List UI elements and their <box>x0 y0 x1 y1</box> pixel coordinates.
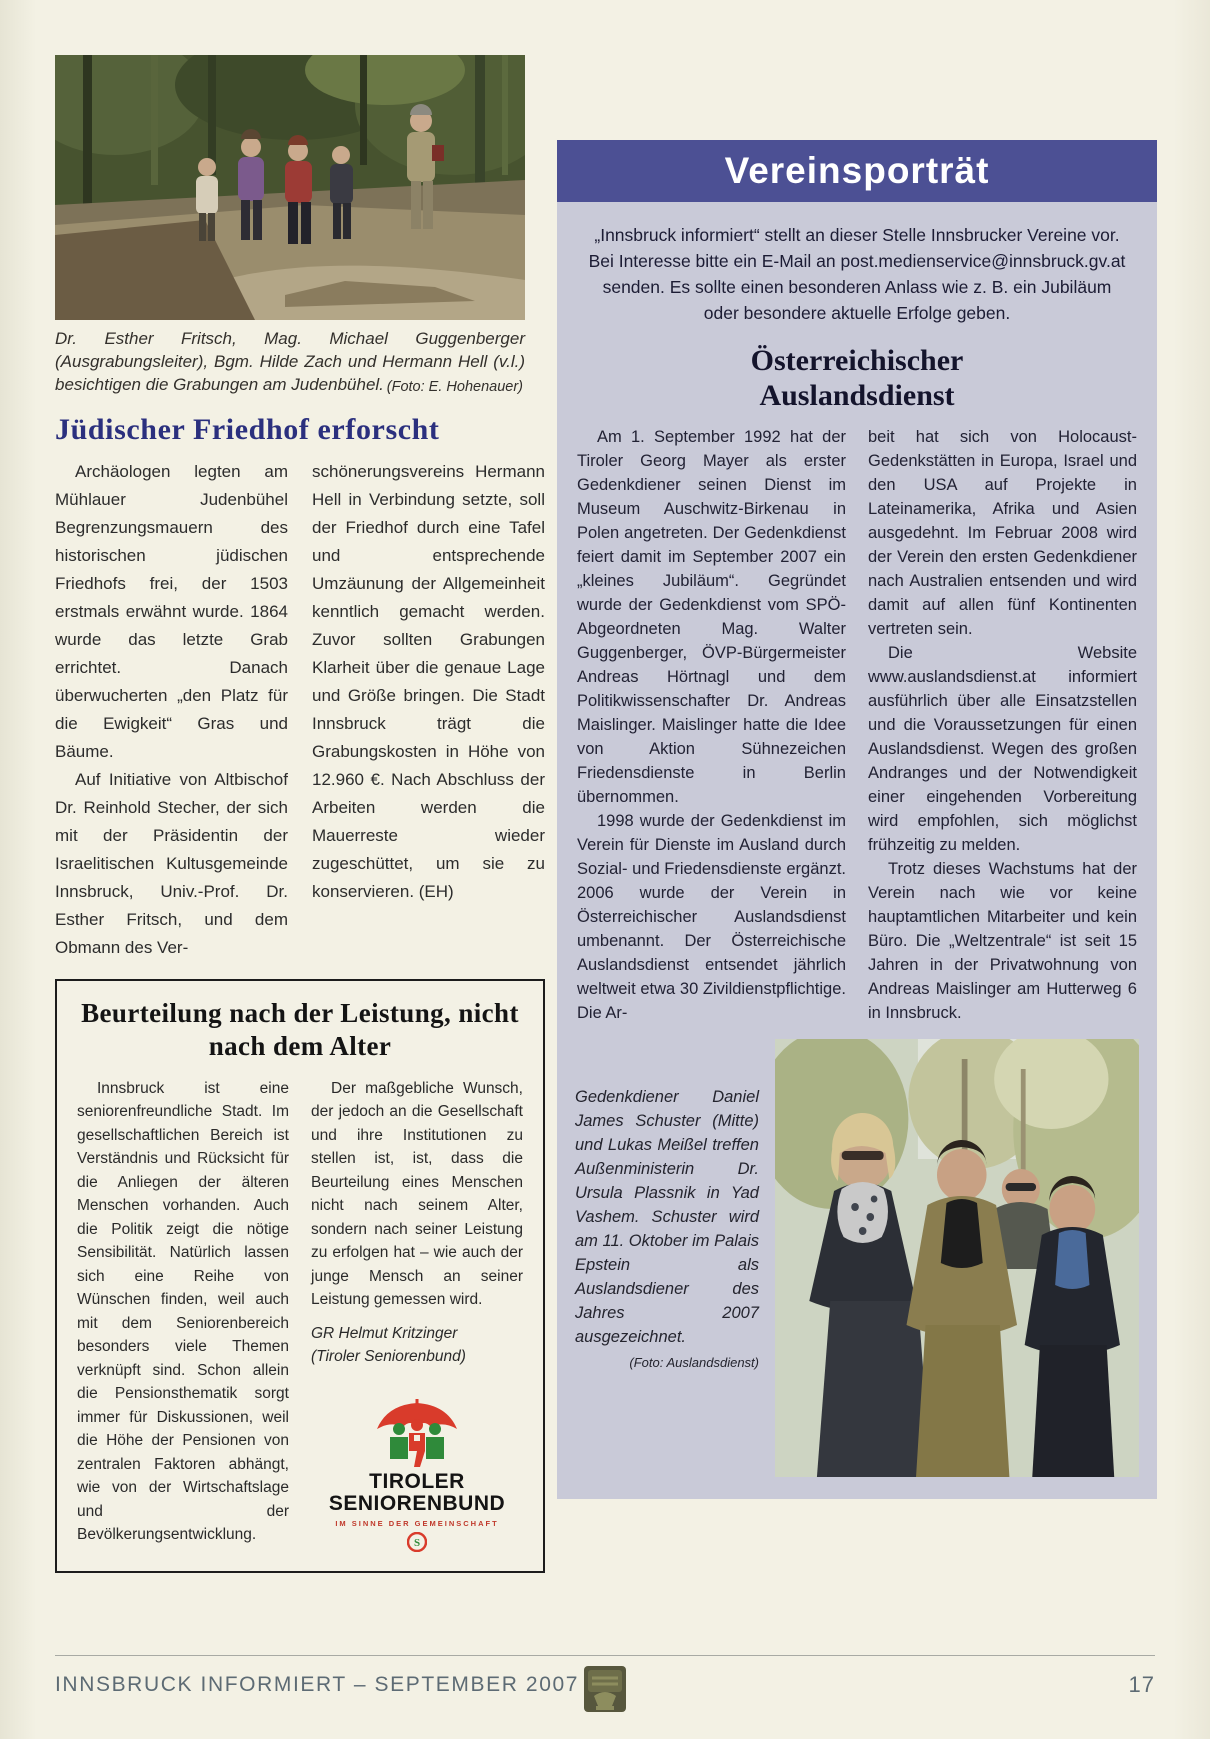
innsbruck-emblem-icon <box>582 1664 628 1719</box>
article-column-1 <box>55 458 288 962</box>
auslandsdienst-paragraph: Die Website www.auslandsdienst.at informiert ausführlich über alle Einsatzstellen und die Voraussetzungen für einen Auslandsdienst. Wegen des großen Andranges und der Notwendigkeit einer eingehenden Vorbereitung wird empfohlen, sich möglichst frühzeitig zu melden. <box>868 644 1137 854</box>
auslandsdienst-paragraph: 1998 wurde der Gedenkdienst im Verein für Dienste im Ausland durch Sozial- und Friedensdienste ergänzt. 2006 wurde der Verein in Österreichischer Auslandsdienst umbenannt. Der Österreichische Auslandsdienst entsendet jährlich weltweit etwa 30 Zivildienstpflichtige. Die Ar- <box>577 812 846 1022</box>
auslandsdienst-paragraph: Trotz dieses Wachstums hat der Verein nach wie vor keine hauptamtlichen Mitarbeiter und kein Büro. Die „Weltzentrale“ ist seit 15 Jahren in der Privatwohnung von Andreas Maislinger am Hutterweg 6 in Innsbruck. <box>868 860 1137 1022</box>
headline-line2: Auslandsdienst <box>759 378 955 412</box>
photo-caption: Dr. Esther Fritsch, Mag. Michael Guggenberger (Ausgrabungsleiter), Bgm. Hilde Zach und Hermann Hell (v.l.) besichtigen die Grabungen am Judenbühel. <box>55 329 525 394</box>
portrait-photo-credit: (Foto: Auslandsdienst) <box>629 1355 759 1370</box>
left-column <box>55 55 545 1573</box>
footer-journal-title: INNSBRUCK INFORMIERT – SEPTEMBER 2007 <box>55 1673 580 1696</box>
article-body <box>55 458 545 962</box>
article-paragraph: schönerungsvereins Hermann Hell in Verbindung setzte, soll der Friedhof durch eine Tafel und entsprechende Umzäunung der Allgemeinheit kenntlich gemacht werden. Zuvor sollten Grabungen Klarheit über die genaue Lage und Größe bringen. Die Stadt Innsbruck trägt die Grabungskosten in Höhe von 12.960 €. Nach Abschluss der Arbeiten werden die Mauerreste wieder zugeschüttet, um sie zu konservieren. (EH) <box>312 462 545 901</box>
box-headline: Beurteilung nach der Leistung, nicht nach dem Alter <box>81 998 519 1061</box>
excavation-photo <box>55 55 525 320</box>
box-column-1 <box>77 1077 289 1557</box>
article-column-2 <box>312 458 545 962</box>
page-footer <box>55 1655 1155 1698</box>
umbrella-figures-icon <box>369 1395 465 1469</box>
auslandsdienst-column-2 <box>868 425 1137 1025</box>
auslandsdienst-body <box>557 425 1157 1025</box>
yad-vashem-photo <box>775 1039 1139 1477</box>
box-body <box>77 1077 523 1557</box>
article-headline: Jüdischer Friedhof erforscht <box>55 413 440 446</box>
photo-caption-block <box>55 327 525 396</box>
box-attribution <box>311 1322 523 1369</box>
photo-credit: (Foto: E. Hohenauer) <box>386 379 523 395</box>
auslandsdienst-column-1 <box>577 425 846 1025</box>
portrait-photo-row <box>557 1025 1157 1477</box>
vereinsportraet-header-bar <box>557 140 1157 202</box>
yad-vashem-photo-image <box>775 1039 1139 1477</box>
seniorenbund-logo <box>311 1395 523 1557</box>
logo-text-line2: SENIORENBUND <box>328 1491 506 1515</box>
seniorenbund-box <box>55 979 545 1573</box>
box-paragraph: Der maßgebliche Wunsch, der jedoch an die Gesellschaft und ihre Institutionen zu stellen ist, ist, dass die Beurteilung eines Menschen nicht nach seinem Alter, sondern nach seiner Leistung zu erfolgen hat – wie auch der junge Mensch an seiner Leistung gemessen wird. <box>311 1079 523 1309</box>
page-number: 17 <box>1128 1672 1155 1697</box>
attribution-org: (Tiroler Seniorenbund) <box>311 1348 466 1366</box>
portrait-photo-caption: Gedenkdiener Daniel James Schuster (Mitte) und Lukas Meißel treffen Außenministerin Dr. Ursula Plassnik in Yad Vashem. Schuster wird am 11. Oktober im Palais Epstein als Auslandsdiener des Jahres 2007 ausgezeichnet. <box>575 1088 760 1346</box>
logo-seal-icon <box>311 1532 523 1557</box>
vereinsportraet-title: Vereinsporträt <box>724 150 990 191</box>
portrait-photo-caption-block <box>575 1039 759 1477</box>
headline-line1: Österreichischer <box>750 344 964 377</box>
article-paragraph: Auf Initiative von Altbischof Dr. Reinhold Stecher, der sich mit der Präsidentin der Israelitischen Kultusgemeinde Innsbruck, Univ.-Prof. Dr. Esther Fritsch, und dem Obmann des Ver- <box>55 770 288 957</box>
auslandsdienst-headline <box>557 344 1157 413</box>
box-column-2 <box>311 1077 523 1557</box>
vereinsportraet-intro: „Innsbruck informiert“ stellt an dieser Stelle Innsbrucker Vereine vor. Bei Interesse bitte ein E-Mail an post.medienservice@innsbruck.gv.at senden. Es sollte einen besonderen Anlass wie z. B. ein Jubiläum oder besondere aktuelle Erfolge geben. <box>588 225 1126 323</box>
logo-subtitle: IM SINNE DER GEMEINSCHAFT <box>335 1518 499 1528</box>
attribution-name: GR Helmut Kritzinger <box>311 1324 458 1342</box>
excavation-photo-image <box>55 55 525 320</box>
auslandsdienst-paragraph: beit hat sich von Holocaust-Gedenkstätten in Europa, Israel und den USA auf Projekte in Lateinamerika, Afrika und Asien ausgedehnt. Im Februar 2008 wird der Verein den ersten Gedenkdiener nach Australien entsenden und wird damit auf allen fünf Kontinenten vertreten sein. <box>868 428 1137 638</box>
svg-text:S: S <box>413 1536 421 1549</box>
box-paragraph: Innsbruck ist eine seniorenfreundliche Stadt. Im gesellschaftlichen Bereich ist Verständnis und Rücksicht für die Anliegen der älteren Menschen vorhanden. Auch die Politik zeigt die nötige Sensibilität. Natürlich lassen sich eine Reihe von Wünschen finden, weil auch mit dem Seniorenbereich besonders viele Themen verknüpft sind. Schon allein die Pensionsthematik sorgt immer für Diskussionen, weil die Höhe der Pensionen von zentralen Faktoren abhängt, wie von der Wirtschaftslage und der Bevölkerungsentwicklung. <box>77 1079 289 1544</box>
vereinsportraet-box <box>557 140 1157 1499</box>
auslandsdienst-paragraph: Am 1. September 1992 hat der Tiroler Georg Mayer als erster Gedenkdiener seinen Dienst im Museum Auschwitz-Birkenau in Polen angetreten. Der Gedenkdienst feiert damit im September 2007 ein „kleines Jubiläum“. Gegründet wurde der Gedenkdienst vom SPÖ-Abgeordneten Mag. Walter Guggenberger, ÖVP-Bürgermeister Andreas Hörtnagl und dem Politikwissenschafter Dr. Andreas Maislinger. Maislinger hatte die Idee von Aktion Sühnezeichen Friedensdienste in Berlin übernommen. <box>577 428 846 806</box>
logo-text-line1: TIROLER <box>369 1469 465 1493</box>
article-paragraph: Archäologen legten am Mühlauer Judenbühel Begrenzungsmauern des historischen jüdischen Friedhofs frei, der 1503 erstmals erwähnt wurde. 1864 wurde das letzte Grab errichtet. Danach überwucherten „den Platz für die Ewigkeit“ Gras und Bäume. <box>55 462 288 761</box>
